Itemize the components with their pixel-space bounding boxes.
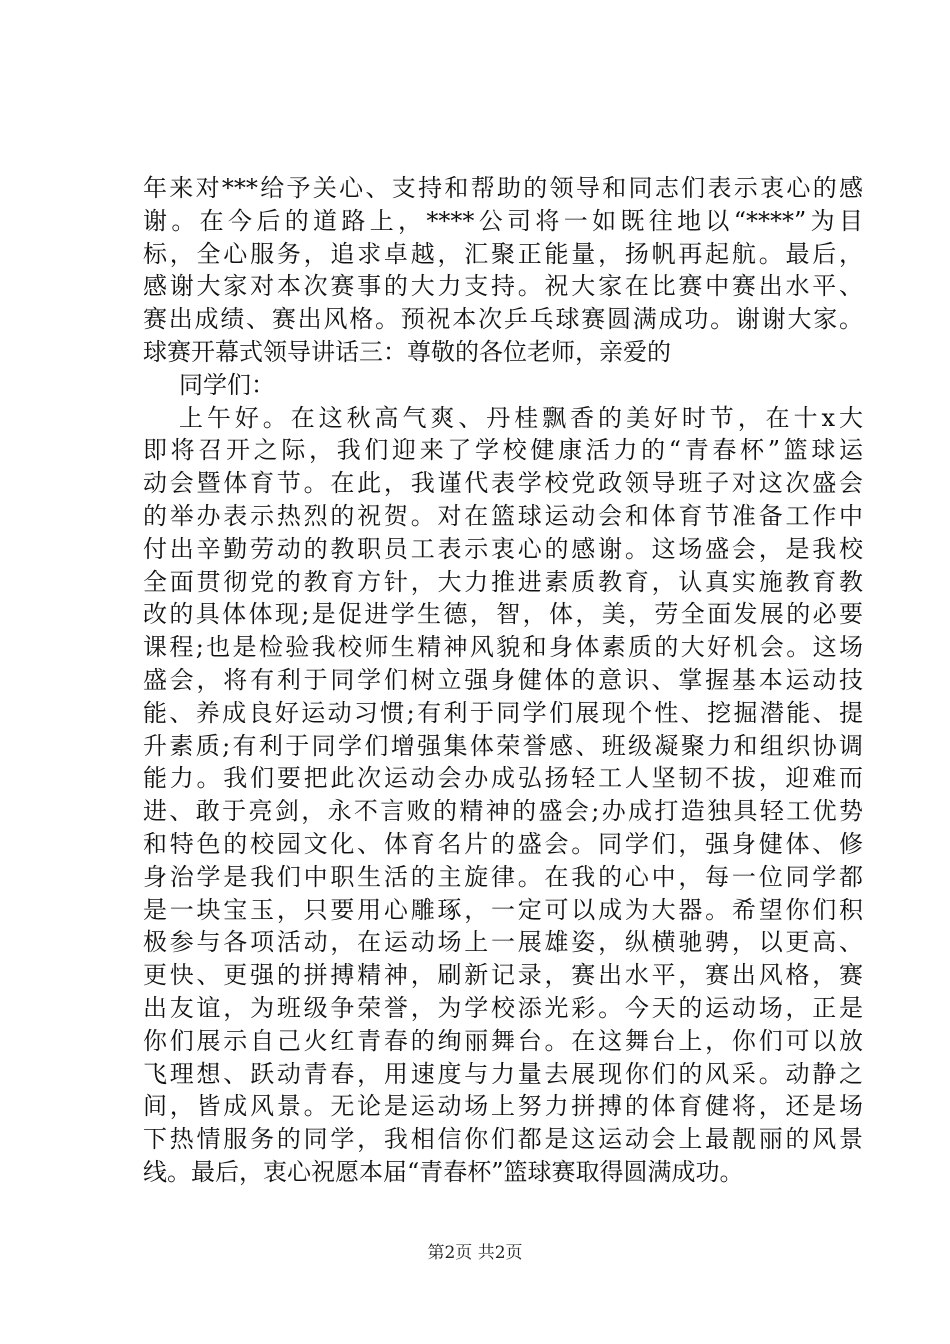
- text-line: 的举办表示热烈的祝贺。对在篮球运动会和体育节准备工作中: [143, 501, 863, 530]
- text-line: 标，全心服务，追求卓越，汇聚正能量，扬帆再起航。最后，: [143, 239, 863, 268]
- text-line: 全面贯彻党的教育方针，大力推进素质教育，认真实施教育教: [143, 567, 863, 596]
- page-number-footer: 第2页 共2页: [427, 1243, 523, 1263]
- text-line: 改的具体体现;是促进学生德，智，体，美，劳全面发展的必要: [143, 600, 863, 629]
- text-line: 年来对***给予关心、支持和帮助的领导和同志们表示衷心的感: [143, 174, 863, 202]
- text-line: 极参与各项活动，在运动场上一展雄姿，纵横驰骋，以更高、: [143, 928, 863, 957]
- section-heading-line: 球赛开幕式领导讲话三：尊敬的各位老师，亲爱的: [143, 337, 671, 366]
- text-line: 付出辛勤劳动的教职员工表示衷心的感谢。这场盛会，是我校: [143, 534, 863, 563]
- text-line: 出友谊，为班级争荣誉，为学校添光彩。今天的运动场，正是: [143, 993, 863, 1022]
- text-line: 是一块宝玉，只要用心雕琢，一定可以成为大器。希望你们积: [143, 895, 863, 924]
- text-line: 课程;也是检验我校师生精神风貌和身体素质的大好机会。这场: [143, 633, 863, 662]
- text-line: 能力。我们要把此次运动会办成弘扬轻工人坚韧不拔，迎难而: [143, 764, 863, 793]
- text-line: 感谢大家对本次赛事的大力支持。祝大家在比赛中赛出水平、: [143, 272, 863, 301]
- text-line: 进、敢于亮剑，永不言败的精神的盛会;办成打造独具轻工优势: [143, 797, 863, 826]
- salutation-line: 同学们：: [179, 370, 275, 399]
- text-line: 飞理想、跃动青春，用速度与力量去展现你们的风采。动静之: [143, 1059, 863, 1088]
- text-line: 能、养成良好运动习惯;有利于同学们展现个性、挖掘潜能、提: [143, 698, 863, 727]
- text-line: 升素质;有利于同学们增强集体荣誉感、班级凝聚力和组织协调: [143, 731, 863, 760]
- text-line: 线。最后，衷心祝愿本届“青春杯”篮球赛取得圆满成功。: [143, 1157, 744, 1186]
- text-line: 赛出成绩、赛出风格。预祝本次乒乓球赛圆满成功。谢谢大家。: [143, 305, 863, 334]
- body-text: [143, 172, 863, 1189]
- text-line: 间，皆成风景。无论是运动场上努力拼搏的体育健将，还是场: [143, 1092, 863, 1121]
- text-line: 你们展示自己火红青春的绚丽舞台。在这舞台上，你们可以放: [143, 1026, 863, 1055]
- text-line: 动会暨体育节。在此，我谨代表学校党政领导班子对这次盛会: [143, 469, 863, 498]
- text-line: 和特色的校园文化、体育名片的盛会。同学们，强身健体、修: [143, 829, 863, 858]
- text-line: 盛会，将有利于同学们树立强身健体的意识、掌握基本运动技: [143, 665, 863, 694]
- text-line: 谢。在今后的道路上，****公司将一如既往地以“****”为目: [143, 206, 863, 235]
- text-line: 更快、更强的拼搏精神，刷新记录，赛出水平，赛出风格，赛: [143, 961, 863, 990]
- text-line: 即将召开之际，我们迎来了学校健康活力的“青春杯”篮球运: [143, 436, 863, 465]
- text-line: 下热情服务的同学，我相信你们都是这运动会上最靓丽的风景: [143, 1125, 863, 1154]
- paragraph-first-line: 上午好。在这秋高气爽、丹桂飘香的美好时节，在十x大: [179, 403, 863, 432]
- text-line: 身治学是我们中职生活的主旋律。在我的心中，每一位同学都: [143, 862, 863, 891]
